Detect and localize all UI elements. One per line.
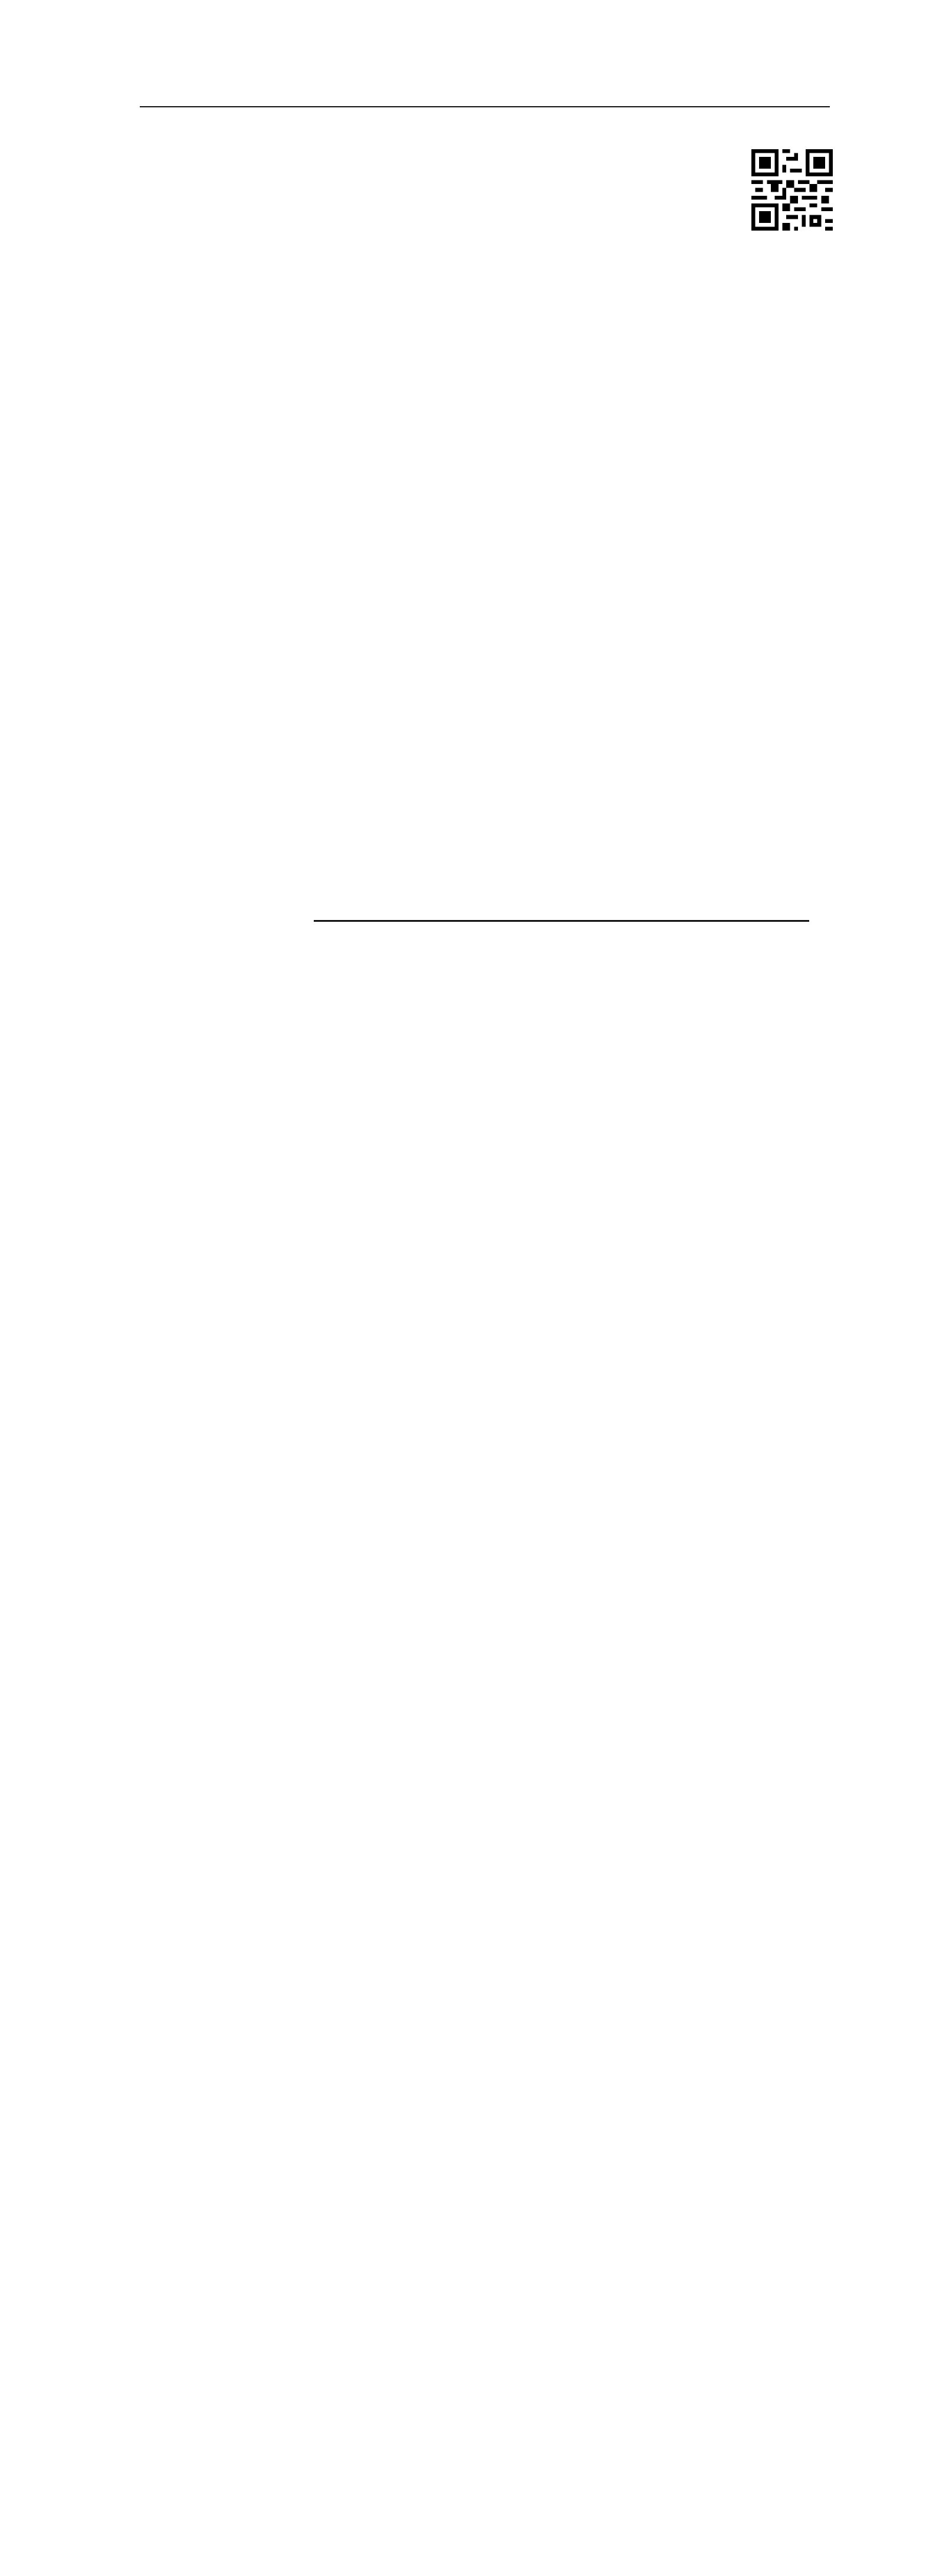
field-project-line1: [314, 920, 809, 922]
header-rule: [140, 106, 830, 107]
qr-code-icon: [751, 149, 833, 231]
